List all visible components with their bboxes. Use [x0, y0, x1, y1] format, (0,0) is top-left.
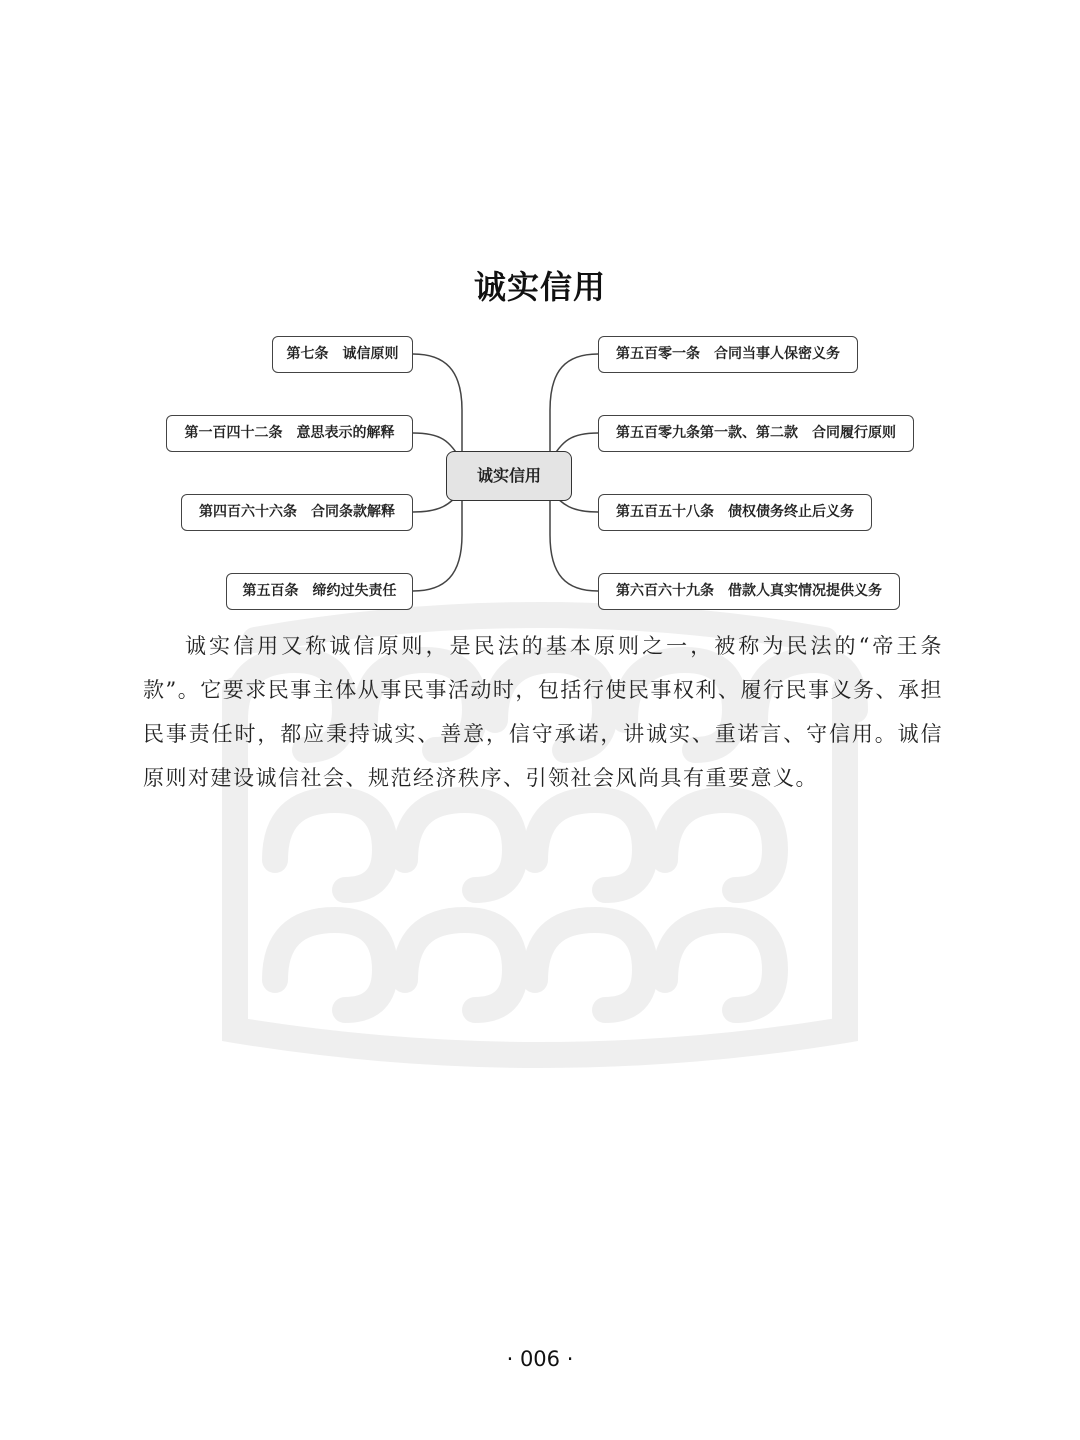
mind-map-node-article-500: 第五百条 缔约过失责任	[226, 573, 413, 610]
mind-map-node-article-7: 第七条 诚信原则	[272, 336, 413, 373]
mind-map-node-article-501: 第五百零一条 合同当事人保密义务	[598, 336, 858, 373]
mind-map-node-article-142: 第一百四十二条 意思表示的解释	[166, 415, 413, 452]
mind-map-node-article-466: 第四百六十六条 合同条款解释	[181, 494, 413, 531]
mind-map-center-node: 诚实信用	[446, 451, 572, 501]
mind-map-node-article-509: 第五百零九条第一款、第二款 合同履行原则	[598, 415, 914, 452]
body-paragraph: 诚实信用又称诚信原则，是民法的基本原则之一，被称为民法的“帝王条款”。它要求民事主体从事民事活动时，包括行使民事权利、履行民事义务、承担民事责任时，都应秉持诚实、善意，信守承诺，讲诚实、重诺言、守信用。诚信原则对建设诚信社会、规范经济秩序、引领社会风尚具有重要意义。	[143, 634, 943, 790]
mind-map-node-article-558: 第五百五十八条 债权债务终止后义务	[598, 494, 872, 531]
page-title: 诚实信用	[473, 268, 606, 306]
mind-map-node-article-669: 第六百六十九条 借款人真实情况提供义务	[598, 573, 900, 610]
page-number: · 006 ·	[506, 1347, 574, 1371]
